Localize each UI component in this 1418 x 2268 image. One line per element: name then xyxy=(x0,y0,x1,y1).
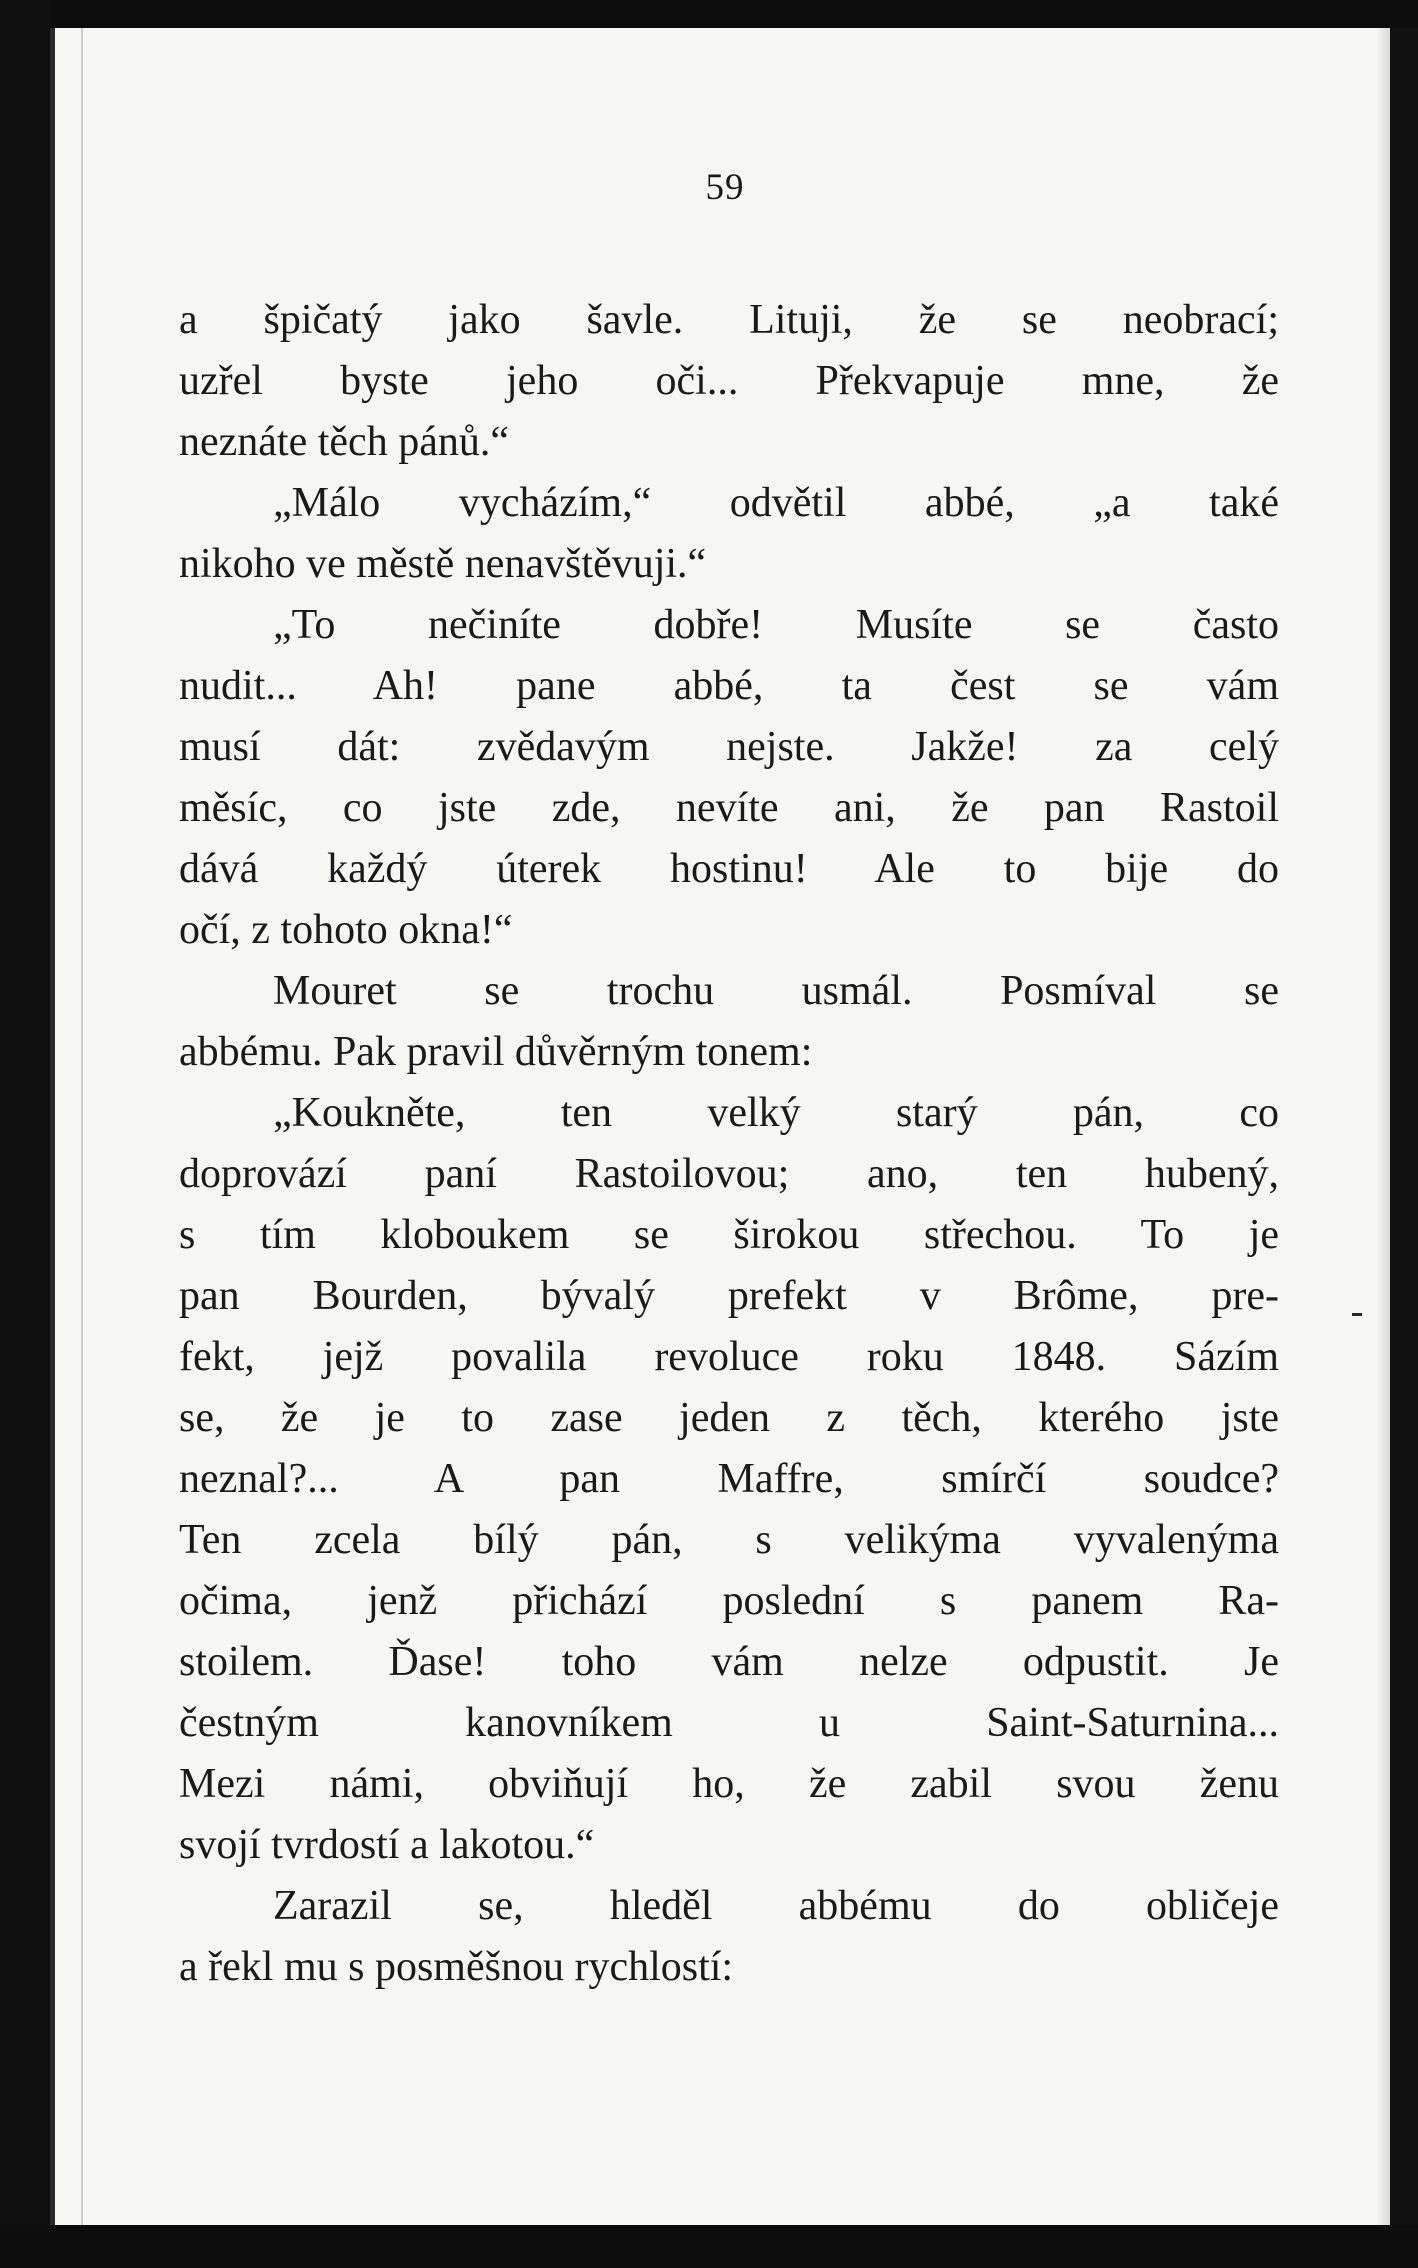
text-line: nudit... Ah! pane abbé, ta čest se vám xyxy=(179,663,1279,709)
scan-border-top xyxy=(0,0,1418,28)
text-line: Zarazil se, hleděl abbému do obličeje xyxy=(273,1883,1279,1929)
text-line: „Málo vycházím,“ odvětil abbé, „a také xyxy=(273,480,1279,526)
text-line: Ten zcela bílý pán, s velikýma vyvalenýma xyxy=(179,1517,1279,1563)
scan-border-bottom xyxy=(0,2225,1418,2268)
text-line: stoilem. Ďase! toho vám nelze odpustit. Je xyxy=(179,1639,1279,1685)
body-text xyxy=(179,290,1279,1998)
text-line: abbému. Pak pravil důvěrným tonem: xyxy=(179,1029,813,1075)
text-line: doprovází paní Rastoilovou; ano, ten hubený, xyxy=(179,1151,1279,1197)
scan-border-left xyxy=(0,0,50,2268)
text-line: čestným kanovníkem u Saint-Saturnina... xyxy=(179,1700,1279,1746)
text-line: neznal?... A pan Maffre, smírčí soudce? xyxy=(179,1456,1279,1502)
text-line: pan Bourden, bývalý prefekt v Brôme, pre- xyxy=(179,1273,1279,1319)
page-number: 59 xyxy=(705,167,745,208)
text-line: Mezi námi, obviňují ho, že zabil svou ženu xyxy=(179,1761,1279,1807)
text-line: dává každý úterek hostinu! Ale to bije do xyxy=(179,846,1279,892)
text-line: uzřel byste jeho oči... Překvapuje mne, že xyxy=(179,358,1279,404)
text-line: svojí tvrdostí a lakotou.“ xyxy=(179,1822,595,1868)
text-line: musí dát: zvědavým nejste. Jakže! za celý xyxy=(179,724,1279,770)
page-edge-shadow xyxy=(1376,28,1390,2225)
text-line: neznáte těch pánů.“ xyxy=(179,419,509,465)
book-page xyxy=(50,28,1390,2225)
text-line: očima, jenž přichází poslední s panem Ra- xyxy=(179,1578,1279,1624)
margin-mark xyxy=(1352,1313,1362,1316)
text-line: s tím kloboukem se širokou střechou. To je xyxy=(179,1212,1279,1258)
text-line: nikoho ve městě nenavštěvuji.“ xyxy=(179,541,707,587)
text-line: a řekl mu s posměšnou rychlostí: xyxy=(179,1944,734,1990)
gutter-rule xyxy=(81,28,83,2225)
text-line: a špičatý jako šavle. Lituji, že se neobrací; xyxy=(179,297,1279,343)
text-line: fekt, jejž povalila revoluce roku 1848. Sázím xyxy=(179,1334,1279,1380)
text-line: se, že je to zase jeden z těch, kterého jste xyxy=(179,1395,1279,1441)
text-line: Mouret se trochu usmál. Posmíval se xyxy=(273,968,1279,1014)
text-line: „Koukněte, ten velký starý pán, co xyxy=(273,1090,1279,1136)
text-line: očí, z tohoto okna!“ xyxy=(179,907,513,953)
text-line: měsíc, co jste zde, nevíte ani, že pan Rastoil xyxy=(179,785,1279,831)
text-line: „To nečiníte dobře! Musíte se často xyxy=(273,602,1279,648)
